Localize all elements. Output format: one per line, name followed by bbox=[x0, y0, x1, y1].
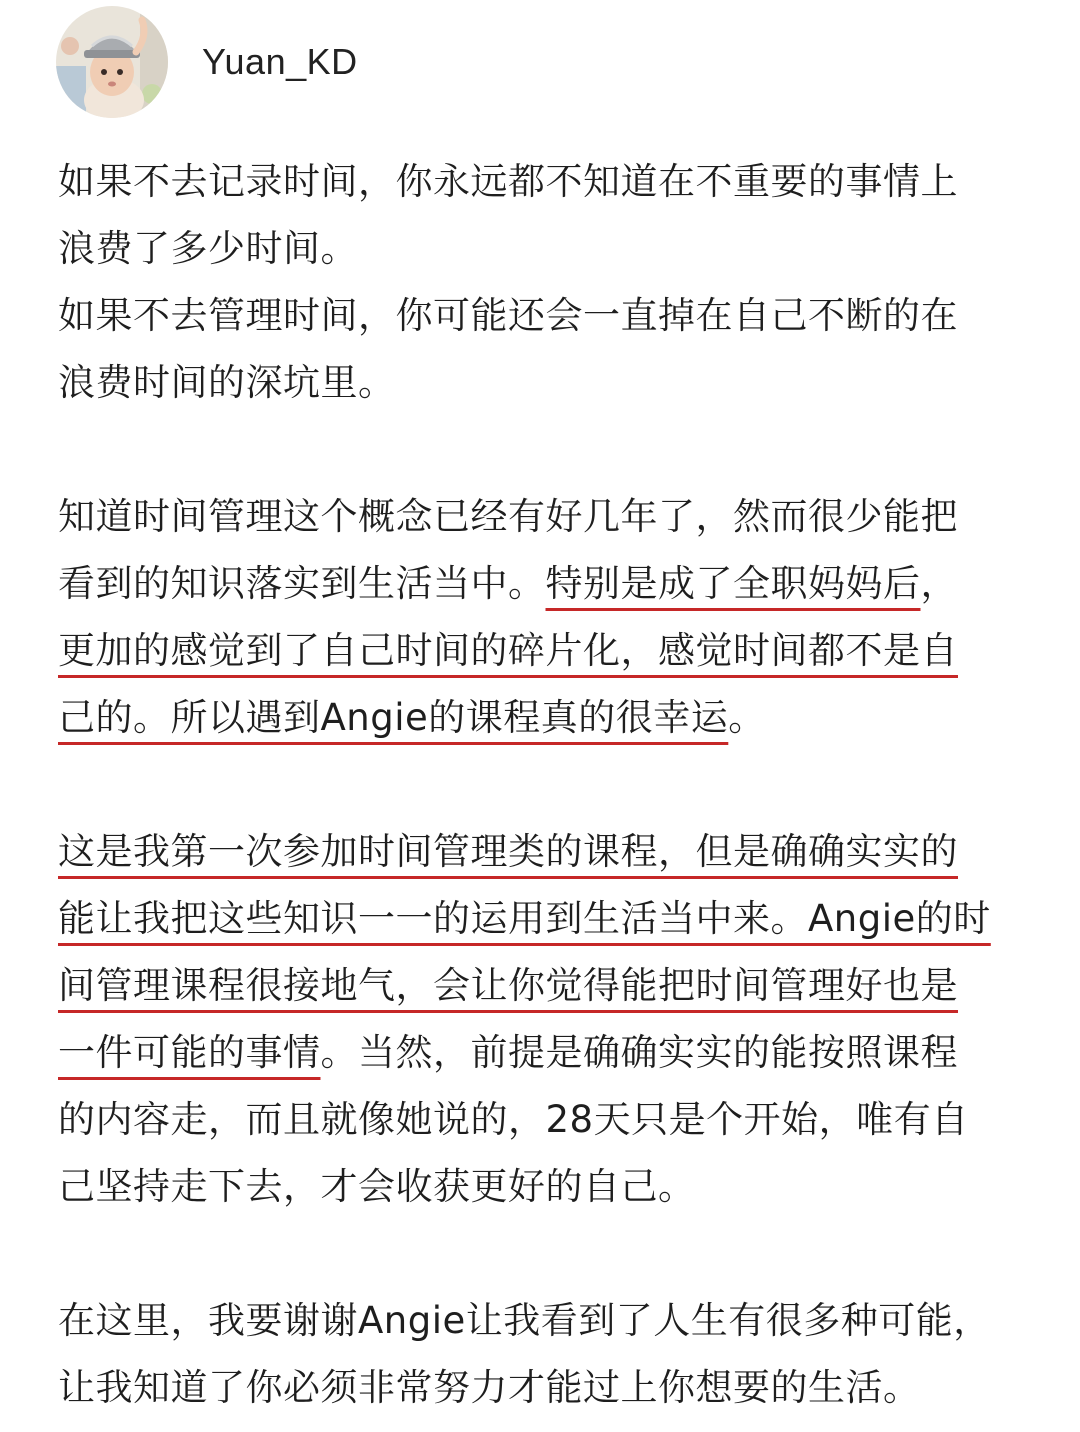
text-line bbox=[58, 349, 1018, 416]
text-segment: 让我知道了你必须非常努力才能过上你想要的生活。 bbox=[58, 1366, 921, 1409]
paragraph-gap bbox=[58, 416, 1018, 483]
underlined-text: 能让我把这些知识一一的运用到生活当中来。Angie的时 bbox=[58, 897, 991, 940]
text-line bbox=[58, 550, 1018, 617]
underlined-text: 更加的感觉到了自己时间的碎片化，感觉时间都不是自 bbox=[58, 629, 958, 672]
text-segment: 如果不去记录时间，你永远都不知道在不重要的事情上 bbox=[58, 160, 958, 203]
text-line bbox=[58, 617, 1018, 684]
text-line bbox=[58, 483, 1018, 550]
child-with-pot-on-head-avatar-icon bbox=[56, 6, 168, 118]
text-line bbox=[58, 885, 1018, 952]
text-segment: 知道时间管理这个概念已经有好几年了，然而很少能把 bbox=[58, 495, 958, 538]
underlined-text: 一件可能的事情 bbox=[58, 1031, 321, 1074]
text-line bbox=[58, 952, 1018, 1019]
text-line bbox=[58, 684, 1018, 751]
text-line bbox=[58, 282, 1018, 349]
text-line bbox=[58, 1019, 1018, 1086]
text-line bbox=[58, 148, 1018, 215]
underlined-text: 特别是成了全职妈妈后 bbox=[545, 562, 921, 605]
underlined-text: 这是我第一次参加时间管理类的课程，但是确确实实的 bbox=[58, 830, 958, 873]
paragraph-gap bbox=[58, 751, 1018, 818]
text-segment: 浪费了多少时间。 bbox=[58, 227, 358, 270]
text-line bbox=[58, 1086, 1018, 1153]
paragraph bbox=[58, 818, 1018, 1220]
text-segment: 。 bbox=[728, 696, 766, 739]
text-segment: 浪费时间的深坑里。 bbox=[58, 361, 396, 404]
paragraph bbox=[58, 1287, 1018, 1421]
text-line bbox=[58, 215, 1018, 282]
post-body bbox=[58, 148, 1018, 1421]
text-line bbox=[58, 1354, 1018, 1421]
avatar[interactable] bbox=[56, 6, 168, 118]
text-segment: ， bbox=[920, 562, 958, 605]
text-segment: 在这里，我要谢谢Angie让我看到了人生有很多种可能， bbox=[58, 1299, 991, 1342]
underlined-text: 间管理课程很接地气，会让你觉得能把时间管理好也是 bbox=[58, 964, 958, 1007]
text-line bbox=[58, 1287, 1018, 1354]
paragraph bbox=[58, 148, 1018, 416]
text-line bbox=[58, 818, 1018, 885]
underlined-text: 己的。所以遇到Angie的课程真的很幸运 bbox=[58, 696, 729, 739]
post-header bbox=[56, 6, 358, 118]
username[interactable]: Yuan_KD bbox=[202, 41, 358, 82]
text-segment: 如果不去管理时间，你可能还会一直掉在自己不断的在 bbox=[58, 294, 958, 337]
text-segment: 己坚持走下去，才会收获更好的自己。 bbox=[58, 1165, 696, 1208]
paragraph bbox=[58, 483, 1018, 751]
text-segment: 。当然，前提是确确实实的能按照课程 bbox=[320, 1031, 958, 1074]
text-line bbox=[58, 1153, 1018, 1220]
text-segment: 看到的知识落实到生活当中。 bbox=[58, 562, 546, 605]
text-segment: 的内容走，而且就像她说的，28天只是个开始，唯有自 bbox=[58, 1098, 969, 1141]
paragraph-gap bbox=[58, 1220, 1018, 1287]
